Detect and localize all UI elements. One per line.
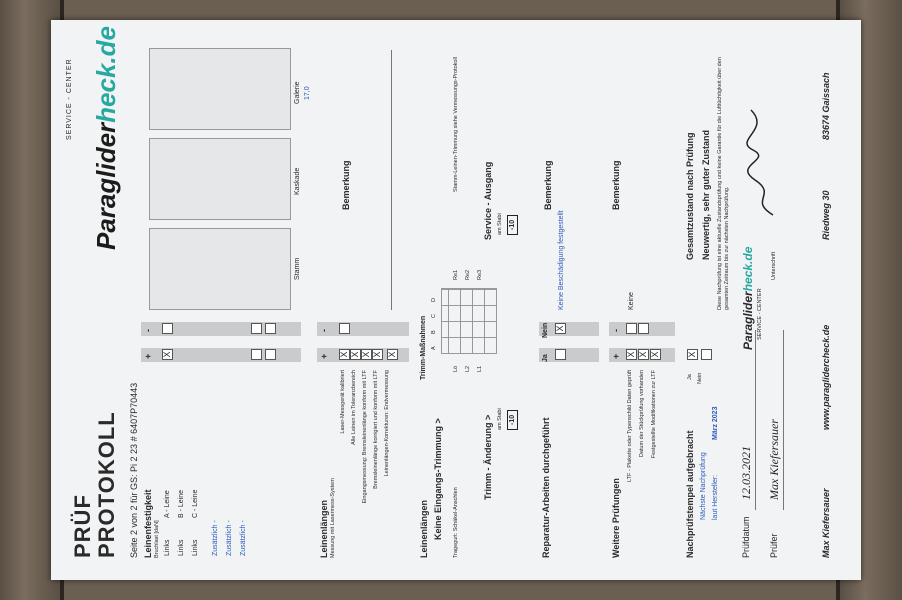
- checkbox-a-minus[interactable]: [162, 323, 173, 334]
- trimm-value-left: -10: [507, 410, 518, 430]
- ll-item-4: Bremsleinenlänge korrigiert und konform mit LTF: [373, 370, 379, 489]
- pruefer-value: Max Kiefersauer: [767, 419, 781, 500]
- reparatur-ja: Ja: [542, 354, 549, 362]
- weitere-minus-checkbox[interactable]: [626, 323, 637, 334]
- col-stamm: Stamm: [294, 257, 301, 280]
- kaskade-box: [149, 138, 291, 220]
- ll-bemerkung: Bemerkung: [341, 160, 351, 210]
- am-stabi-right: am Stabi: [497, 213, 503, 235]
- minus-label: -: [143, 329, 153, 332]
- gesamt-value: Neuwertig, sehr guter Zustand: [701, 129, 711, 260]
- pruefdatum-value: 12.03.2021: [739, 446, 753, 500]
- stamp-logo: [741, 247, 755, 350]
- col-kaskade: Kaskade: [294, 167, 301, 195]
- minus-label: -: [319, 329, 329, 332]
- weitere-bemerkung: Bemerkung: [611, 160, 621, 210]
- stamm-trimmung-note: Stamm-Leinen-Trimmung siehe Vermessungs-Protokoll: [453, 57, 459, 192]
- weitere-plus: +: [611, 353, 621, 359]
- nachpruef-nein-checkbox[interactable]: [701, 349, 712, 360]
- leinenlaengen-heading: Leinenlängen: [319, 499, 329, 558]
- reparatur-note: Keine Beschädigung festgestellt: [558, 210, 565, 310]
- ll-bemerkung-line: [391, 50, 392, 310]
- pruefdatum-line: [755, 330, 756, 510]
- ll2-heading: Leinenlängen: [419, 499, 429, 558]
- col-a: A: [431, 346, 437, 350]
- row-side-2: Links: [178, 539, 185, 556]
- ll-item-3: Eingangsmessung: Bremsleinenlänge konform mit LTF: [362, 370, 368, 504]
- trimm-value-right: -10: [507, 215, 518, 235]
- leinenfestigkeit-sub: Bruchlast [daN]: [154, 520, 160, 558]
- leinenfestigkeit-heading: Leinenfestigkeit: [143, 489, 153, 558]
- row-l1: L1: [477, 365, 483, 372]
- weitere-item-1: LTF - Plakette oder Typenschild Daten geprüft: [627, 370, 633, 482]
- extra-1: Zusätzlich -: [212, 520, 219, 556]
- weitere-item-2: Datum der Stückprüfung vorhanden: [639, 370, 645, 458]
- row-re2: Re2: [465, 269, 471, 280]
- weitere-minus-checkbox[interactable]: [638, 323, 649, 334]
- trimm-grid-cells: [441, 288, 497, 354]
- service-center-label: SERVICE - CENTER: [66, 58, 73, 140]
- galerie-value: 17,0: [304, 86, 311, 100]
- tragegurt-label: Tragegurt: Schäkel-Anschlen: [453, 487, 459, 558]
- stamp-brand-left: Paraglider: [741, 291, 755, 350]
- plus-label: +: [319, 353, 329, 359]
- stamm-box: [149, 228, 291, 310]
- col-galerie: Galerie: [294, 81, 301, 104]
- footer-web[interactable]: www.paraglidercheck.de: [821, 324, 831, 430]
- reparatur-nein: Nein: [542, 322, 549, 338]
- stamp-service-center: SERVICE - CENTER: [757, 288, 763, 340]
- reparatur-heading: Reparatur-Arbeiten durchgeführt: [541, 417, 551, 558]
- gesamt-text: Diese Nachprüfung ist eine aktuelle Zustandsprüfung und keine Garantie für die Lufttüchtigkeit über den gesamten Zeitraum bis zur nächsten Nachprüfung.: [717, 57, 730, 310]
- trimm-aenderung: Trimm - Änderung >: [483, 414, 493, 500]
- pruefer-line: [783, 330, 784, 510]
- footer-street: Riedweg 30: [821, 190, 831, 240]
- row-side-3: Links: [192, 539, 199, 556]
- row-side-1: Links: [164, 539, 171, 556]
- gesamt-heading: Gesamtzustand nach Prüfung: [685, 132, 695, 260]
- checkbox-a-plus[interactable]: X: [162, 349, 173, 360]
- service-ausgang: Service - Ausgang: [483, 161, 493, 240]
- inspection-protocol-page: [51, 20, 861, 580]
- checkbox-ll-2[interactable]: X: [350, 349, 361, 360]
- extra-3: Zusätzlich -: [240, 520, 247, 556]
- checkbox-extra-minus[interactable]: [265, 323, 276, 334]
- nachpruef-heading: Nachprüfstempel aufgebracht: [685, 430, 695, 558]
- weitere-keine: Keine: [628, 292, 635, 310]
- checkbox-ll-5[interactable]: X: [387, 349, 398, 360]
- weitere-checkbox-1[interactable]: X: [626, 349, 637, 360]
- ll-item-2: Alle Leinen im Toleranzbereich: [351, 370, 357, 445]
- galerie-box: [149, 48, 291, 130]
- checkbox-extra-minus[interactable]: [251, 323, 262, 334]
- reparatur-bemerkung: Bemerkung: [543, 160, 553, 210]
- checkbox-ll-3[interactable]: X: [361, 349, 372, 360]
- weitere-minus: -: [611, 329, 621, 332]
- col-c: C: [431, 314, 437, 318]
- minus-column: [317, 322, 409, 336]
- footer-city: 83674 Gaissach: [821, 72, 831, 140]
- checkbox-extra-plus[interactable]: [265, 349, 276, 360]
- stamp-brand-right: heck.de: [741, 246, 755, 292]
- weitere-checkbox-2[interactable]: X: [638, 349, 649, 360]
- col-b: B: [431, 330, 437, 334]
- keine-eingangs-trimmung: Keine Eingangs-Trimmung >: [433, 418, 443, 540]
- naechste-datum: März 2023: [712, 406, 719, 440]
- weitere-heading: Weitere Prüfungen: [611, 478, 621, 558]
- checkbox-ll-minus[interactable]: [339, 323, 350, 334]
- reparatur-nein-checkbox[interactable]: X: [555, 323, 566, 334]
- plus-label: +: [143, 353, 153, 359]
- checkbox-ll-4[interactable]: X: [372, 349, 383, 360]
- page-info: Seite 2 von 2 für GS: Pi 2 23 # 6407P70443: [129, 382, 139, 558]
- ll-item-5: Leinenlängen-Korrekturen: Endvermessung: [384, 370, 390, 477]
- leinenlaengen-sub: Messung mit Lasermess-System: [330, 478, 336, 558]
- checkbox-ll-1[interactable]: X: [339, 349, 350, 360]
- row-line-2: B - Leine: [178, 489, 185, 518]
- row-line-1: A - Leine: [164, 490, 171, 518]
- am-stabi-left: am Stabi: [497, 408, 503, 430]
- footer-name: Max Kiefersauer: [821, 488, 831, 558]
- brand-left: Paraglider: [91, 122, 121, 250]
- title-line-1: PRÜF: [70, 494, 95, 558]
- weitere-item-3: Festgestellte Modifikationen zur LTF: [651, 370, 657, 459]
- nachpruef-nein: Nein: [697, 372, 703, 384]
- brand-right: heck.de: [91, 26, 121, 123]
- pruefdatum-label: Prüfdatum: [741, 516, 751, 558]
- brand-logo: [91, 26, 122, 250]
- title-line-2: PROTOKOLL: [94, 411, 119, 558]
- col-d: D: [431, 298, 437, 302]
- row-l2: L2: [465, 365, 471, 372]
- signature: [743, 100, 783, 220]
- weitere-checkbox-3[interactable]: X: [650, 349, 661, 360]
- ll-item-1: Laser-Messgerät kalibriert: [340, 370, 346, 434]
- nachpruef-ja: Ja: [687, 374, 693, 380]
- pruefer-label: Prüfer: [769, 533, 779, 558]
- reparatur-ja-checkbox[interactable]: [555, 349, 566, 360]
- checkbox-extra-plus[interactable]: [251, 349, 262, 360]
- trimm-massnahmen: Trimm-Maßnahmen: [420, 315, 427, 380]
- extra-2: Zusätzlich -: [226, 520, 233, 556]
- row-l0: Lö: [453, 365, 459, 372]
- row-re1: Re1: [453, 269, 459, 280]
- row-re3: Re3: [477, 269, 483, 280]
- laut-hersteller: laut Hersteller:: [712, 474, 719, 520]
- nachpruef-ja-checkbox[interactable]: X: [687, 349, 698, 360]
- naechste-nachpruefung: Nächste Nachprüfung: [700, 452, 707, 520]
- unterschrift-label: Unterschrift: [771, 251, 777, 280]
- row-line-3: C - Leine: [192, 489, 199, 518]
